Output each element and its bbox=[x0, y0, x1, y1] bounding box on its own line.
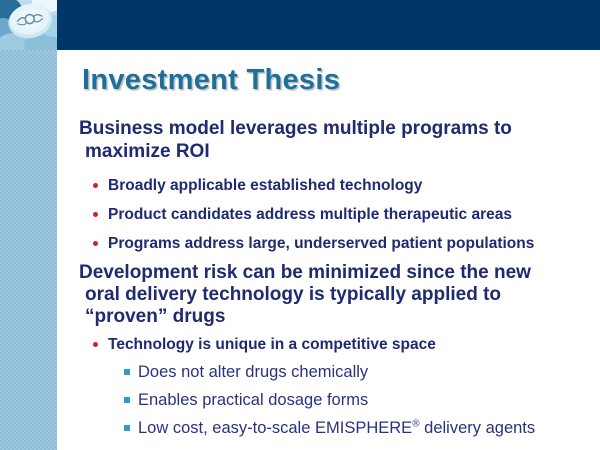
bullet-text: Product candidates address multiple therapeutic areas bbox=[108, 206, 512, 223]
top-navy-bar bbox=[57, 0, 600, 50]
sub-bullet-text-post: delivery agents bbox=[419, 419, 536, 437]
bullet-text: Broadly applicable established technology bbox=[108, 177, 423, 194]
red-bullet-icon bbox=[93, 212, 98, 217]
section2-heading-line2: oral delivery technology is typically applied to bbox=[85, 284, 502, 305]
square-bullet-icon bbox=[124, 425, 130, 431]
section2-bullet bbox=[93, 334, 600, 355]
sub-bullet-text bbox=[138, 418, 535, 439]
bullet-text: Programs address large, underserved patient populations bbox=[108, 235, 535, 252]
section2-heading bbox=[79, 262, 600, 328]
red-bullet-icon bbox=[93, 342, 98, 347]
list-item bbox=[124, 390, 600, 411]
slide-content bbox=[57, 50, 600, 450]
section1-heading-line1: Business model leverages multiple programs to bbox=[79, 118, 512, 139]
section1-bullet-list bbox=[57, 175, 600, 254]
red-bullet-icon bbox=[93, 183, 98, 188]
list-item bbox=[93, 204, 600, 225]
bullet-text: Technology is unique in a competitive space bbox=[108, 336, 436, 353]
list-item bbox=[124, 362, 600, 383]
section1-heading bbox=[79, 117, 600, 163]
sub-bullet-text: Does not alter drugs chemically bbox=[138, 363, 369, 381]
square-bullet-icon bbox=[124, 369, 130, 375]
section2-heading-line3: “proven” drugs bbox=[85, 306, 226, 327]
list-item bbox=[93, 175, 600, 196]
list-item bbox=[93, 233, 600, 254]
registered-trademark-symbol: ® bbox=[412, 418, 420, 430]
section2-heading-line1: Development risk can be minimized since the new bbox=[79, 262, 531, 283]
sub-bullet-text: Enables practical dosage forms bbox=[138, 391, 369, 409]
list-item bbox=[124, 418, 600, 439]
pills-photo-illustration bbox=[0, 0, 57, 50]
red-bullet-icon bbox=[93, 241, 98, 246]
left-sidebar-pattern bbox=[0, 0, 57, 450]
section1-heading-line2: maximize ROI bbox=[85, 141, 210, 162]
pills-photo bbox=[0, 0, 57, 50]
section2-sub-bullet-list bbox=[57, 362, 600, 439]
square-bullet-icon bbox=[124, 397, 130, 403]
sub-bullet-text-pre: Low cost, easy-to-scale EMISPHERE bbox=[138, 419, 413, 437]
page-title: Investment Thesis bbox=[82, 64, 341, 96]
